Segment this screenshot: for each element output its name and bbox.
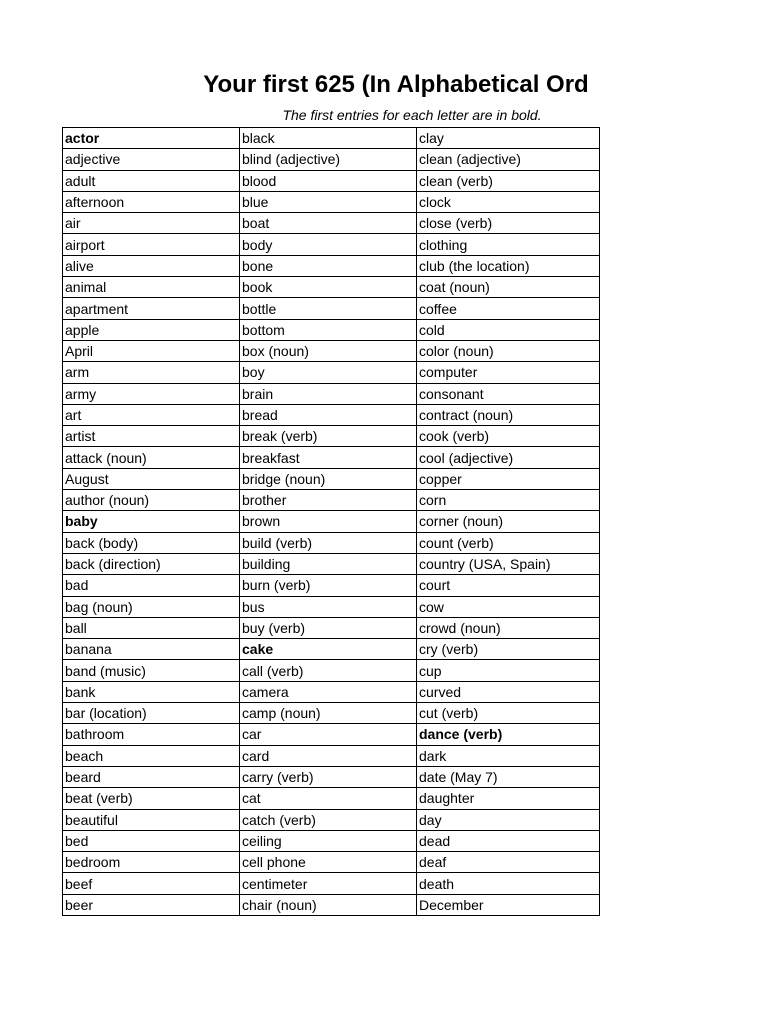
word-cell: December — [417, 894, 600, 915]
word-cell: cup — [417, 660, 600, 681]
word-cell: brother — [240, 490, 417, 511]
word-cell: car — [240, 724, 417, 745]
word-cell: dark — [417, 745, 600, 766]
word-cell: cow — [417, 596, 600, 617]
word-cell: cake — [240, 639, 417, 660]
word-cell: count (verb) — [417, 532, 600, 553]
table-row — [63, 404, 600, 425]
word-cell: bedroom — [63, 852, 240, 873]
word-cell: crowd (noun) — [417, 617, 600, 638]
table-row — [63, 511, 600, 532]
word-cell: arm — [63, 362, 240, 383]
word-cell: April — [63, 340, 240, 361]
word-cell: army — [63, 383, 240, 404]
table-row — [63, 447, 600, 468]
word-cell: blind (adjective) — [240, 149, 417, 170]
table-row — [63, 426, 600, 447]
word-cell: apple — [63, 319, 240, 340]
word-cell: cat — [240, 788, 417, 809]
word-cell: dead — [417, 830, 600, 851]
word-cell: country (USA, Spain) — [417, 553, 600, 574]
word-cell: death — [417, 873, 600, 894]
word-cell: airport — [63, 234, 240, 255]
word-cell: band (music) — [63, 660, 240, 681]
word-cell: corner (noun) — [417, 511, 600, 532]
word-cell: cut (verb) — [417, 703, 600, 724]
table-row — [63, 766, 600, 787]
word-cell: building — [240, 553, 417, 574]
table-row — [63, 468, 600, 489]
word-cell: body — [240, 234, 417, 255]
table-row — [63, 852, 600, 873]
word-cell: coat (noun) — [417, 277, 600, 298]
table-row — [63, 340, 600, 361]
word-cell: corn — [417, 490, 600, 511]
word-cell: boat — [240, 213, 417, 234]
table-row — [63, 490, 600, 511]
word-cell: bus — [240, 596, 417, 617]
table-row — [63, 660, 600, 681]
word-cell: black — [240, 128, 417, 149]
word-table-body — [63, 128, 600, 916]
word-table — [62, 127, 600, 916]
table-row — [63, 681, 600, 702]
table-row — [63, 362, 600, 383]
word-cell: contract (noun) — [417, 404, 600, 425]
word-cell: beautiful — [63, 809, 240, 830]
word-cell: ball — [63, 617, 240, 638]
word-cell: banana — [63, 639, 240, 660]
word-cell: coffee — [417, 298, 600, 319]
table-row — [63, 703, 600, 724]
word-cell: beat (verb) — [63, 788, 240, 809]
word-cell: bag (noun) — [63, 596, 240, 617]
word-cell: brown — [240, 511, 417, 532]
word-cell: bed — [63, 830, 240, 851]
page-subtitle: The first entries for each letter are in bold. — [282, 107, 542, 123]
word-cell: call (verb) — [240, 660, 417, 681]
table-row — [63, 170, 600, 191]
table-row — [63, 745, 600, 766]
table-row — [63, 234, 600, 255]
table-row — [63, 277, 600, 298]
word-cell: dance (verb) — [417, 724, 600, 745]
table-row — [63, 149, 600, 170]
word-cell: catch (verb) — [240, 809, 417, 830]
table-row — [63, 383, 600, 404]
word-cell: author (noun) — [63, 490, 240, 511]
word-cell: baby — [63, 511, 240, 532]
word-cell: clean (adjective) — [417, 149, 600, 170]
word-cell: book — [240, 277, 417, 298]
word-cell: apartment — [63, 298, 240, 319]
table-row — [63, 298, 600, 319]
word-cell: bridge (noun) — [240, 468, 417, 489]
word-cell: bank — [63, 681, 240, 702]
word-cell: carry (verb) — [240, 766, 417, 787]
word-cell: animal — [63, 277, 240, 298]
table-row — [63, 255, 600, 276]
word-cell: court — [417, 575, 600, 596]
word-cell: back (body) — [63, 532, 240, 553]
word-cell: cry (verb) — [417, 639, 600, 660]
word-cell: cool (adjective) — [417, 447, 600, 468]
word-cell: bar (location) — [63, 703, 240, 724]
page-title: Your first 625 (In Alphabetical Ord — [203, 71, 589, 98]
word-cell: actor — [63, 128, 240, 149]
word-cell: adjective — [63, 149, 240, 170]
table-row — [63, 128, 600, 149]
word-cell: beef — [63, 873, 240, 894]
word-cell: breakfast — [240, 447, 417, 468]
table-row — [63, 788, 600, 809]
word-cell: curved — [417, 681, 600, 702]
word-cell: bread — [240, 404, 417, 425]
word-cell: bottle — [240, 298, 417, 319]
table-row — [63, 532, 600, 553]
word-cell: beach — [63, 745, 240, 766]
word-cell: August — [63, 468, 240, 489]
word-cell: date (May 7) — [417, 766, 600, 787]
word-cell: artist — [63, 426, 240, 447]
word-cell: daughter — [417, 788, 600, 809]
table-row — [63, 639, 600, 660]
word-cell: alive — [63, 255, 240, 276]
word-cell: day — [417, 809, 600, 830]
word-cell: clothing — [417, 234, 600, 255]
word-cell: box (noun) — [240, 340, 417, 361]
table-row — [63, 724, 600, 745]
word-cell: blue — [240, 191, 417, 212]
table-row — [63, 894, 600, 915]
word-cell: cook (verb) — [417, 426, 600, 447]
word-cell: beer — [63, 894, 240, 915]
table-row — [63, 191, 600, 212]
word-cell: camp (noun) — [240, 703, 417, 724]
word-cell: bad — [63, 575, 240, 596]
word-cell: copper — [417, 468, 600, 489]
word-cell: back (direction) — [63, 553, 240, 574]
word-cell: cold — [417, 319, 600, 340]
word-cell: buy (verb) — [240, 617, 417, 638]
table-row — [63, 809, 600, 830]
word-cell: afternoon — [63, 191, 240, 212]
word-cell: blood — [240, 170, 417, 191]
word-cell: consonant — [417, 383, 600, 404]
table-row — [63, 596, 600, 617]
word-cell: cell phone — [240, 852, 417, 873]
table-row — [63, 575, 600, 596]
word-cell: bone — [240, 255, 417, 276]
word-cell: build (verb) — [240, 532, 417, 553]
word-cell: air — [63, 213, 240, 234]
table-row — [63, 873, 600, 894]
table-row — [63, 830, 600, 851]
word-cell: close (verb) — [417, 213, 600, 234]
table-row — [63, 319, 600, 340]
word-cell: adult — [63, 170, 240, 191]
word-cell: boy — [240, 362, 417, 383]
word-cell: break (verb) — [240, 426, 417, 447]
word-cell: centimeter — [240, 873, 417, 894]
word-cell: burn (verb) — [240, 575, 417, 596]
word-cell: clean (verb) — [417, 170, 600, 191]
table-row — [63, 617, 600, 638]
word-cell: brain — [240, 383, 417, 404]
word-cell: bathroom — [63, 724, 240, 745]
word-cell: art — [63, 404, 240, 425]
word-cell: bottom — [240, 319, 417, 340]
word-cell: color (noun) — [417, 340, 600, 361]
word-cell: attack (noun) — [63, 447, 240, 468]
table-row — [63, 213, 600, 234]
word-cell: deaf — [417, 852, 600, 873]
word-cell: camera — [240, 681, 417, 702]
word-cell: chair (noun) — [240, 894, 417, 915]
word-cell: computer — [417, 362, 600, 383]
word-cell: beard — [63, 766, 240, 787]
table-row — [63, 553, 600, 574]
word-cell: clay — [417, 128, 600, 149]
word-cell: clock — [417, 191, 600, 212]
word-cell: ceiling — [240, 830, 417, 851]
word-cell: card — [240, 745, 417, 766]
word-cell: club (the location) — [417, 255, 600, 276]
